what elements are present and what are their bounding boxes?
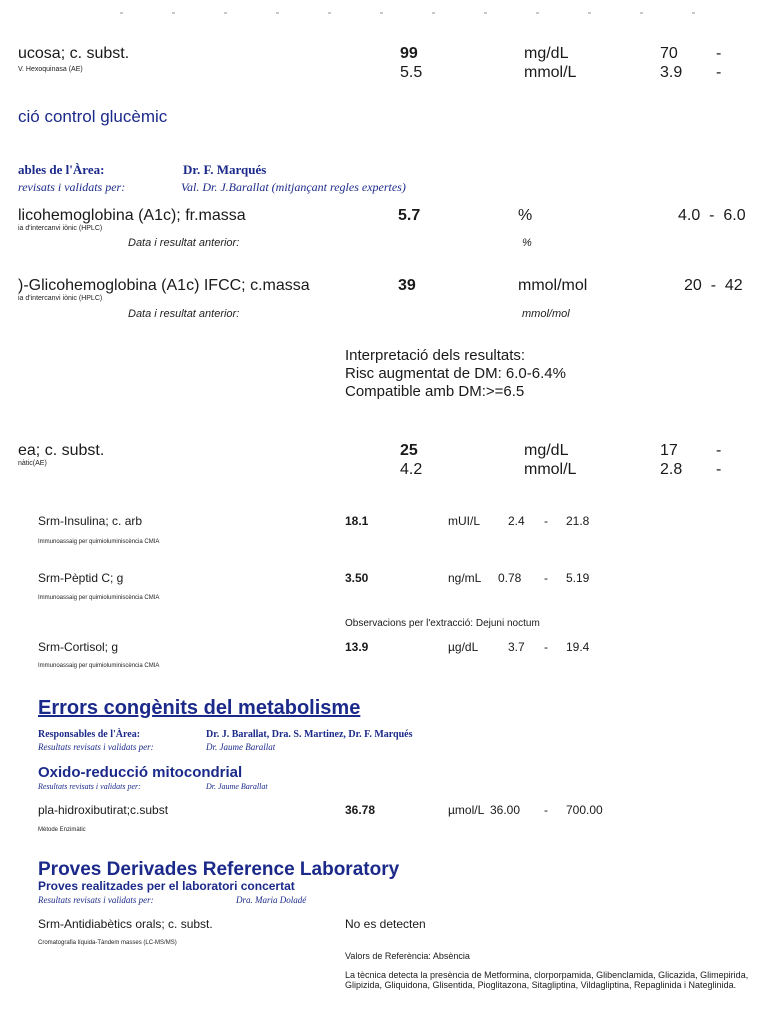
oxido-section-title: Oxido-reducció mitocondrial — [38, 764, 243, 781]
glycemic-validated-value: Val. Dr. J.Barallat (mitjançant regles expertes) — [181, 180, 406, 194]
urea-ref-low-mg: 17 — [660, 442, 678, 459]
hba1c-ifcc-ref: 20 - 42 — [684, 277, 743, 294]
interpretation-risk: Risc augmentat de DM: 6.0-6.4% — [345, 365, 566, 382]
urea-value-mmol: 4.2 — [400, 461, 423, 478]
hba1c-ifcc-method: ia d'intercanvi iònic (HPLC) — [18, 295, 103, 302]
hydroxybutyrate-unit: µmol/L — [448, 803, 485, 817]
interpretation-compatible: Compatible amb DM:>=6.5 — [345, 383, 525, 400]
urea-ref-low-mmol: 2.8 — [660, 461, 683, 478]
antidiabetics-result: No es detecten — [345, 917, 426, 931]
glucose-ref-low-mmol: 3.9 — [660, 64, 683, 81]
interpretation-block — [345, 347, 566, 401]
cortisol-value: 13.9 — [345, 640, 369, 654]
hydroxybutyrate-ref-dash: - — [544, 803, 548, 817]
glucose-test-name: ucosa; c. subst. — [18, 45, 130, 62]
hydroxybutyrate-ref-high: 700.00 — [566, 803, 603, 817]
hba1c-method: ia d'intercanvi iònic (HPLC) — [18, 225, 103, 232]
antidiabetics-description: La tècnica detecta la presència de Metformina, clorporpamida, Glibenclamida, Glicazida, Glimepirida, Glipizida, Gliquidona, Glisentida, Pioglitazona, Sitagliptina, Vildagliptina, Repaglinida i Nateglinida. — [345, 970, 749, 990]
glucose-method: V. Hexoquinasa (AE) — [18, 66, 83, 73]
urea-value-mg: 25 — [400, 442, 418, 459]
hba1c-test-name: licohemoglobina (A1c); fr.massa — [18, 207, 246, 224]
insulin-ref-dash: - — [544, 514, 548, 528]
urea-ref-dash-mg: - — [716, 442, 722, 459]
insulin-unit: mUI/L — [448, 514, 481, 528]
insulin-value: 18.1 — [345, 514, 369, 528]
cortisol-method: Immunoassaig per quimioluminiscència CMIA — [38, 663, 160, 669]
errors-section-title: Errors congènits del metabolisme — [38, 697, 361, 719]
cpeptide-method: Immunoassaig per quimioluminiscència CMIA — [38, 595, 160, 601]
hba1c-ifcc-unit: mmol/mol — [518, 277, 588, 294]
hba1c-ifcc-value: 39 — [398, 277, 416, 294]
cortisol-ref-dash: - — [544, 640, 548, 654]
hydroxybutyrate-test-name: pla-hidroxibutirat;c.subst — [38, 803, 169, 817]
glucose-ref-dash-mmol: - — [716, 64, 722, 81]
hba1c-ifcc-test-name: )-Glicohemoglobina (A1c) IFCC; c.massa — [18, 277, 310, 294]
cortisol-test-name: Srm-Cortisol; g — [38, 640, 119, 654]
hba1c-ifcc-prev-label: Data i resultat anterior: — [128, 308, 240, 320]
interpretation-heading: Interpretació dels resultats: — [345, 347, 526, 364]
antidiabetics-method: Cromatografia líquida-Tàndem masses (LC-MS/MS) — [38, 940, 177, 946]
insulin-ref-low: 2.4 — [508, 514, 525, 528]
glucose-ref-dash-mg: - — [716, 45, 722, 62]
reference-lab-subtitle: Proves realitzades per el laboratori concertat — [38, 879, 295, 893]
insulin-test-name: Srm-Insulina; c. arb — [38, 514, 143, 528]
errors-resp-label: Responsables de l'Àrea: — [38, 729, 141, 740]
hba1c-prev-unit: % — [522, 237, 532, 249]
cpeptide-ref-dash: - — [544, 571, 548, 585]
urea-test-name: ea; c. subst. — [18, 442, 105, 459]
errors-resp-value: Dr. J. Barallat, Dra. S. Martinez, Dr. F. Marqués — [206, 729, 413, 740]
insulin-method: Immunoassaig per quimioluminiscència CMIA — [38, 539, 160, 545]
antidiabetics-test-name: Srm-Antidiabètics orals; c. subst. — [38, 917, 213, 931]
cortisol-unit: µg/dL — [448, 640, 479, 654]
top-cutoff-dots — [120, 12, 740, 14]
urea-method: nàtic(AE) — [18, 460, 47, 467]
hba1c-value: 5.7 — [398, 207, 421, 224]
hydroxybutyrate-method: Mètode Enzimàtic — [38, 827, 86, 833]
reference-lab-title: Proves Derivades Reference Laboratory — [38, 859, 400, 880]
errors-validated-value: Dr. Jaume Barallat — [206, 742, 276, 752]
hba1c-unit: % — [518, 207, 533, 224]
glucose-value-mmol: 5.5 — [400, 64, 423, 81]
hba1c-ref: 4.0 - 6.0 — [678, 207, 746, 224]
errors-validated-label: Resultats revisats i validats per: — [38, 742, 154, 752]
oxido-validated-value: Dr. Jaume Barallat — [206, 782, 268, 791]
insulin-ref-high: 21.8 — [566, 514, 590, 528]
urea-unit-mg: mg/dL — [524, 442, 569, 459]
cpeptide-test-name: Srm-Pèptid C; g — [38, 571, 124, 585]
oxido-validated-label: Resultats revisats i validats per: — [38, 782, 141, 791]
cpeptide-value: 3.50 — [345, 571, 369, 585]
cpeptide-unit: ng/mL — [448, 571, 482, 585]
cortisol-observation: Observacions per l'extracció: Dejuni noctum — [345, 618, 540, 629]
glycemic-resp-value: Dr. F. Marqués — [183, 162, 267, 177]
cortisol-ref-high: 19.4 — [566, 640, 590, 654]
cortisol-ref-low: 3.7 — [508, 640, 525, 654]
urea-ref-dash-mmol: - — [716, 461, 722, 478]
antidiabetics-ref-values: Valors de Referència: Absència — [345, 951, 470, 961]
hydroxybutyrate-ref-low: 36.00 — [490, 803, 521, 817]
glycemic-section-title: ció control glucèmic — [18, 107, 168, 126]
glycemic-validated-label: revisats i validats per: — [18, 180, 126, 194]
cpeptide-ref-low: 0.78 — [498, 571, 522, 585]
glucose-unit-mg: mg/dL — [524, 45, 569, 62]
reference-lab-validated-value: Dra. Maria Doladé — [236, 895, 307, 905]
reference-lab-validated-label: Resultats revisats i validats per: — [38, 895, 154, 905]
glycemic-resp-label: ables de l'Àrea: — [18, 162, 105, 177]
hba1c-prev-label: Data i resultat anterior: — [128, 237, 240, 249]
hba1c-ifcc-prev-unit: mmol/mol — [522, 308, 570, 320]
glucose-value-mg: 99 — [400, 45, 418, 62]
cpeptide-ref-high: 5.19 — [566, 571, 590, 585]
hydroxybutyrate-value: 36.78 — [345, 803, 376, 817]
urea-unit-mmol: mmol/L — [524, 461, 577, 478]
glucose-ref-low-mg: 70 — [660, 45, 678, 62]
glucose-unit-mmol: mmol/L — [524, 64, 577, 81]
